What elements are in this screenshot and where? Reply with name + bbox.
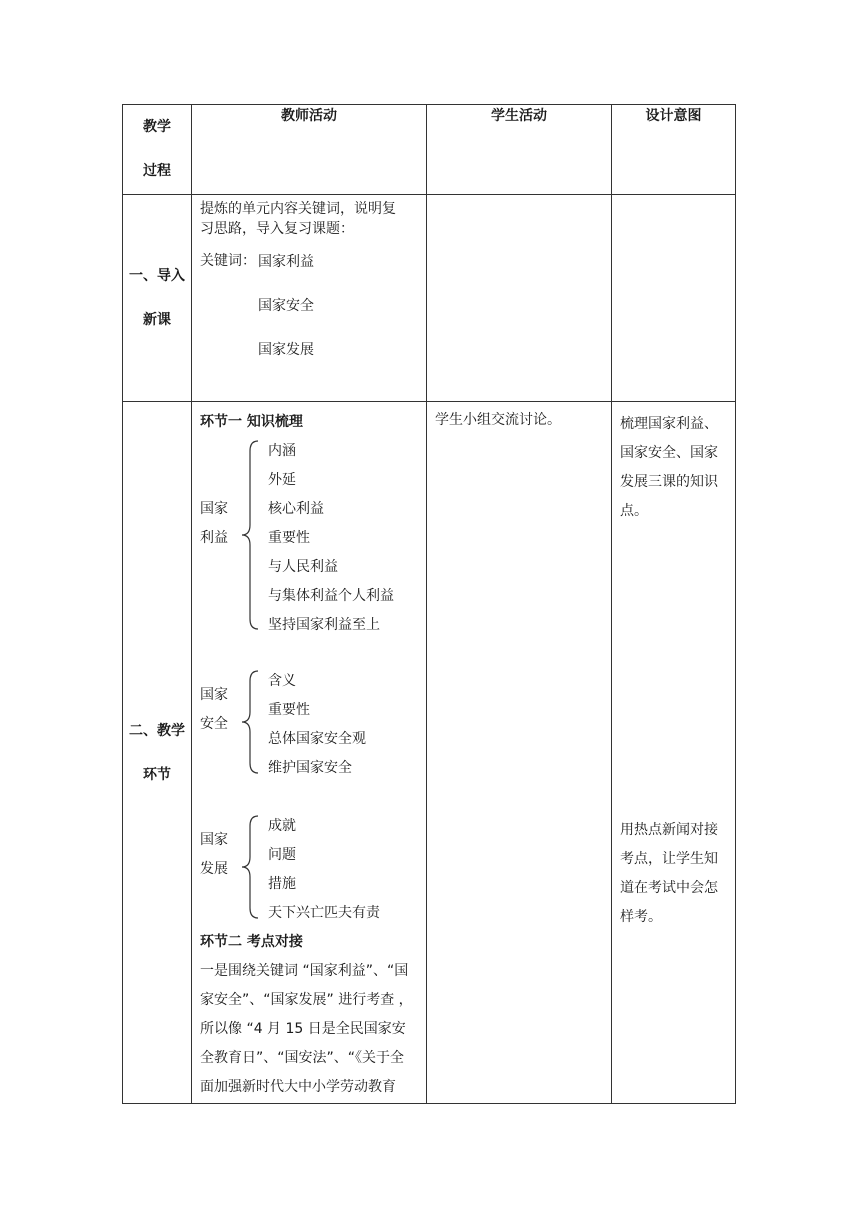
stage-intro [123, 195, 192, 402]
list-item: 与人民利益 [268, 559, 338, 575]
group-national-development [200, 812, 420, 928]
group-label-line1: 国家 [200, 832, 228, 848]
list-item: 重要性 [268, 702, 310, 718]
list-item: 内涵 [268, 443, 296, 459]
curly-brace-icon [238, 667, 260, 777]
group-label [200, 681, 228, 739]
group-national-interest [200, 437, 420, 640]
intro-text-line1: 提炼的单元内容关键词，说明复 [200, 201, 396, 217]
list-item: 含义 [268, 673, 296, 689]
intent-line: 发展三课的知识 [620, 474, 718, 490]
list-item: 重要性 [268, 530, 310, 546]
intent-block-2 [620, 816, 735, 932]
curly-brace-icon [238, 437, 260, 633]
intent-line: 用热点新闻对接 [620, 822, 718, 838]
intent-line: 国家安全、国家 [620, 445, 718, 461]
intent-line: 样考。 [620, 909, 662, 925]
list-item: 坚持国家利益至上 [268, 617, 380, 633]
group-label [200, 826, 228, 884]
stage-teaching-line2: 环节 [143, 766, 171, 783]
header-student-activity: 学生活动 [427, 105, 612, 195]
design-intent-teaching [612, 402, 736, 1104]
list-item: 与集体利益个人利益 [268, 588, 394, 604]
exam-paragraph [200, 957, 420, 1102]
table-row-teaching [123, 402, 736, 1104]
lesson-plan-table [122, 104, 736, 1104]
intent-line: 考点，让学生知 [620, 851, 718, 867]
student-activity-teaching [427, 402, 612, 1104]
intent-line: 点。 [620, 503, 648, 519]
teacher-activity-teaching [192, 402, 427, 1104]
header-design-intent: 设计意图 [612, 105, 736, 195]
paragraph-line: 家安全”、“国家发展” 进行考查 ， [200, 992, 413, 1008]
list-item: 核心利益 [268, 501, 324, 517]
section-title-exam: 环节二 考点对接 [200, 934, 303, 950]
group-label-line2: 安全 [200, 716, 228, 732]
header-process-line1: 教学 [143, 119, 171, 135]
list-item: 维护国家安全 [268, 760, 352, 776]
group-items [200, 667, 420, 783]
keywords-row [200, 251, 420, 273]
header-teacher-activity: 教师活动 [192, 105, 427, 195]
curly-brace-icon [238, 812, 260, 922]
group-label [200, 495, 228, 553]
intent-line: 道在考试中会怎 [620, 880, 718, 896]
list-item: 天下兴亡匹夫有责 [268, 905, 380, 921]
paragraph-line: 面加强新时代大中小学劳动教育 [200, 1079, 396, 1095]
group-national-security [200, 667, 420, 783]
keyword-item: 国家利益 [258, 254, 314, 270]
group-label-line2: 发展 [200, 861, 228, 877]
stage-teaching [123, 402, 192, 1104]
intent-block-1 [620, 410, 735, 526]
list-item: 外延 [268, 472, 296, 488]
header-teaching-process [123, 105, 192, 195]
teacher-activity-intro [192, 195, 427, 402]
stage-intro-line2: 新课 [143, 312, 171, 328]
section-title-knowledge: 环节一 知识梳理 [200, 414, 303, 430]
student-activity-intro [427, 195, 612, 402]
header-process-line2: 过程 [143, 163, 171, 179]
paragraph-line: 全教育日”、“国安法”、“《关于全 [200, 1050, 405, 1066]
group-items [200, 437, 420, 640]
list-item: 成就 [268, 818, 296, 834]
group-label-line1: 国家 [200, 501, 228, 517]
design-intent-intro [612, 195, 736, 402]
group-label-line1: 国家 [200, 687, 228, 703]
list-item: 措施 [268, 876, 296, 892]
group-label-line2: 利益 [200, 530, 228, 546]
keyword-item: 国家发展 [258, 342, 314, 358]
group-items [200, 812, 420, 928]
paragraph-line: 所以像 “4 月 15 日是全民国家安 [200, 1021, 406, 1037]
student-activity-text: 学生小组交流讨论。 [435, 412, 561, 428]
intent-line: 梳理国家利益、 [620, 416, 718, 432]
list-item: 总体国家安全观 [268, 731, 366, 747]
table-row-intro [123, 195, 736, 402]
stage-teaching-line1: 二、教学 [129, 722, 185, 739]
list-item: 问题 [268, 847, 296, 863]
stage-intro-line1: 一、导入 [129, 268, 185, 284]
keyword-item: 国家安全 [258, 298, 314, 314]
table-header-row [123, 105, 736, 195]
keywords-label: 关键词： [200, 253, 256, 269]
intro-text-line2: 习思路，导入复习课题： [200, 221, 354, 237]
paragraph-line: 一是围绕关键词 “国家利益”、“国 [200, 963, 409, 979]
